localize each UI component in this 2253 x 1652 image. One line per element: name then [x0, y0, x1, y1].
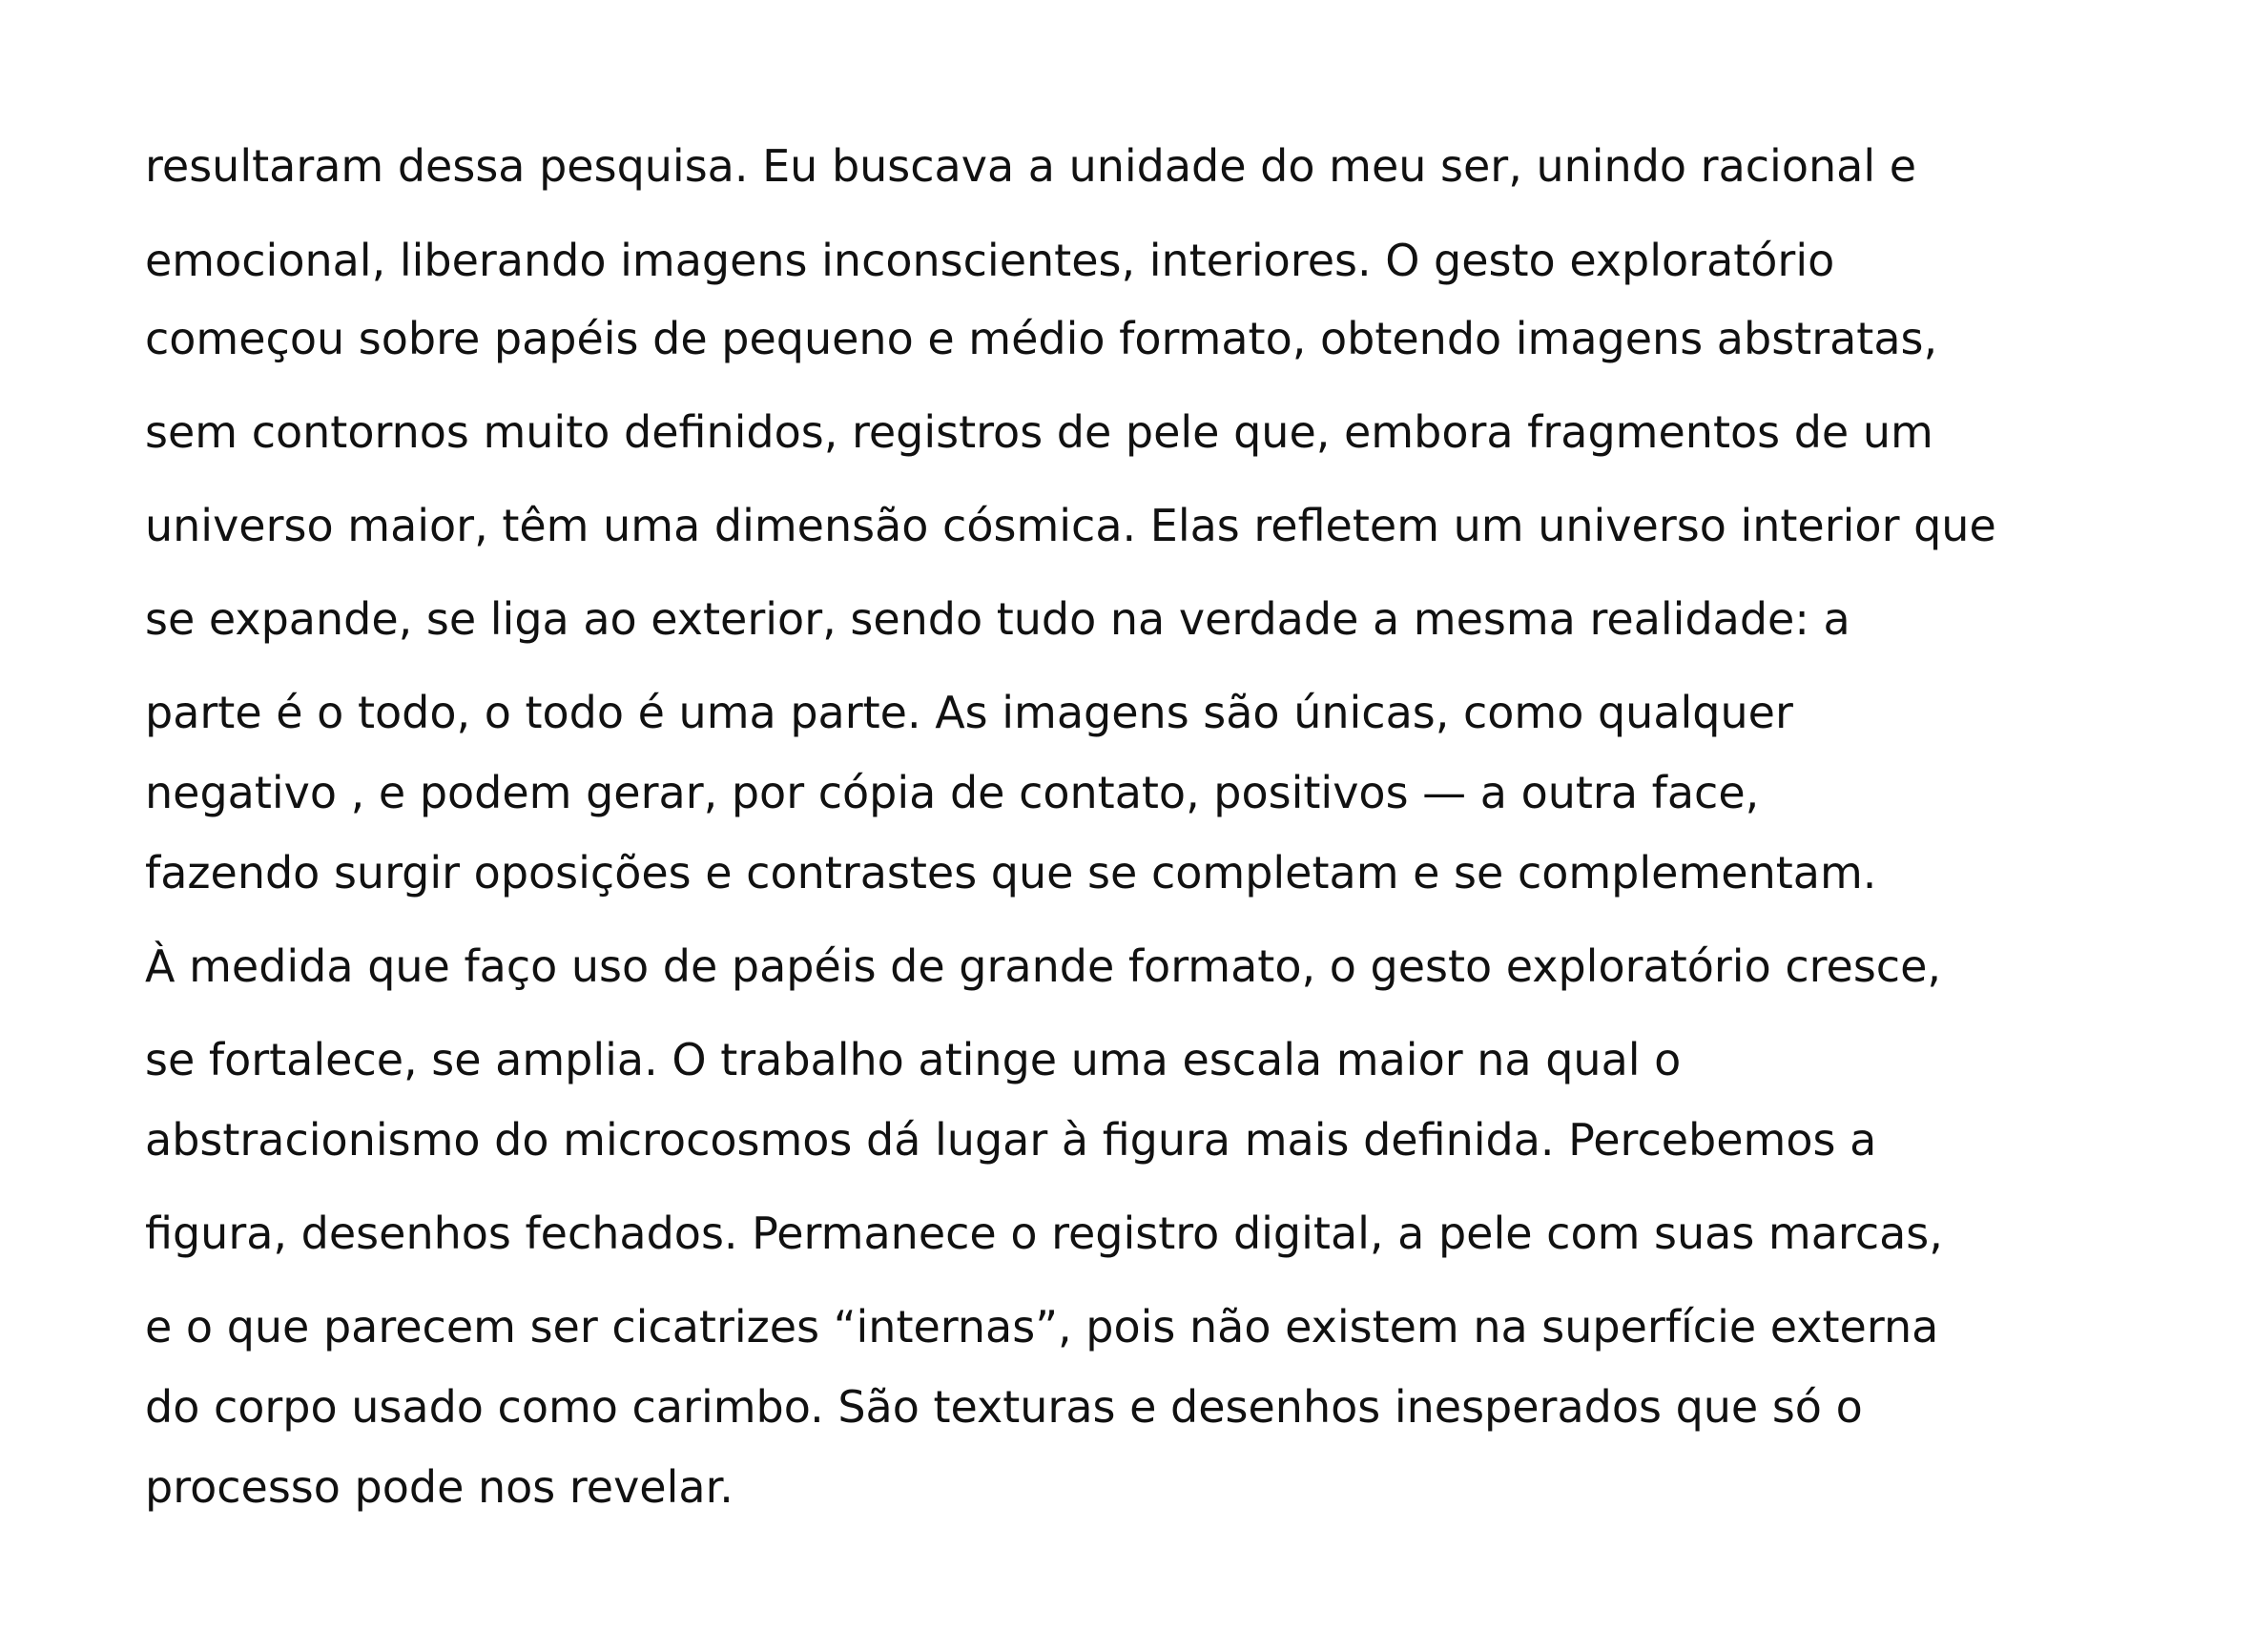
text-line: fazendo surgir oposições e contrastes que se completam e se complementam.: [145, 847, 1877, 898]
text-line: processo pode nos revelar.: [145, 1461, 734, 1513]
text-line: se fortalece, se amplia. O trabalho atinge uma escala maior na qual o: [145, 1034, 1682, 1085]
text-line: começou sobre papéis de pequeno e médio formato, obtendo imagens abstratas,: [145, 313, 1938, 364]
text-line: negativo , e podem gerar, por cópia de contato, positivos — a outra face,: [145, 767, 1760, 818]
text-line: resultaram dessa pesquisa. Eu buscava a unidade do meu ser, unindo racional e: [145, 140, 1917, 192]
text-line: À medida que faço uso de papéis de grande formato, o gesto exploratório cresce,: [145, 940, 1942, 992]
text-line: e o que parecem ser cicatrizes “internas”, pois não existem na superfície externa: [145, 1301, 1939, 1353]
text-line: emocional, liberando imagens inconscientes, interiores. O gesto exploratório: [145, 235, 1835, 286]
text-line: figura, desenhos fechados. Permanece o registro digital, a pele com suas marcas,: [145, 1208, 1943, 1259]
text-line: se expande, se liga ao exterior, sendo tudo na verdade a mesma realidade: a: [145, 593, 1850, 645]
text-line: do corpo usado como carimbo. São texturas e desenhos inesperados que só o: [145, 1381, 1863, 1433]
text-line: abstracionismo do microcosmos dá lugar à figura mais definida. Percebemos a: [145, 1114, 1877, 1166]
text-line: sem contornos muito definidos, registros de pele que, embora fragmentos de um: [145, 406, 1933, 458]
text-line: parte é o todo, o todo é uma parte. As imagens são únicas, como qualquer: [145, 687, 1793, 738]
text-line: universo maior, têm uma dimensão cósmica. Elas refletem um universo interior que: [145, 500, 1996, 551]
